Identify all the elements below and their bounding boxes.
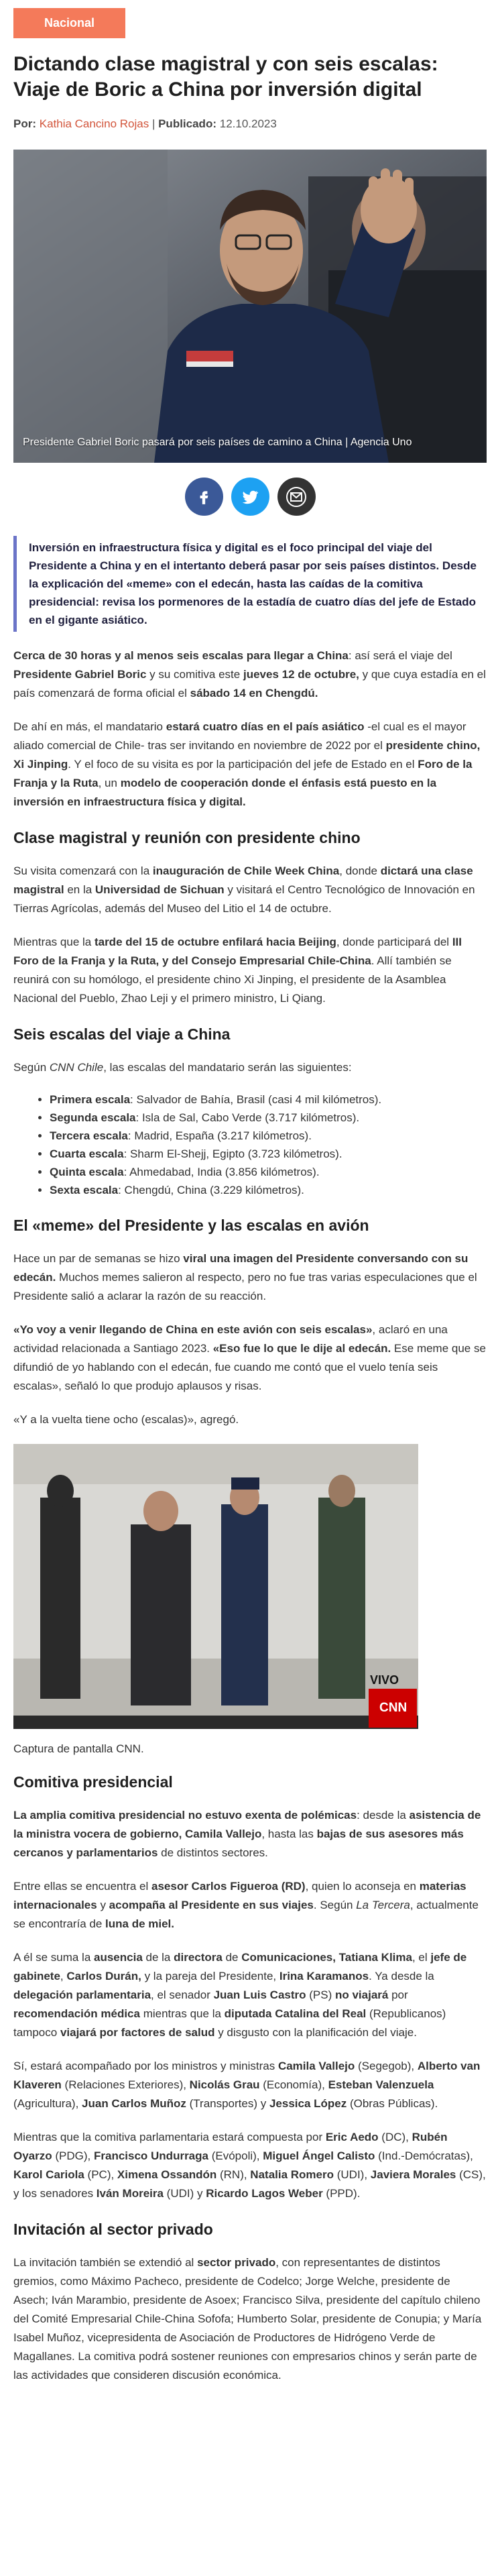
hero-caption: Presidente Gabriel Boric pasará por seis países de camino a China | Agencia Uno <box>23 437 412 448</box>
p12-c: (Segegob), <box>355 2060 418 2072</box>
p11-l: Irina Karamanos <box>279 1970 369 1982</box>
subheading-meme: El «meme» del Presidente y las escalas en avión <box>13 1217 369 1234</box>
escala-label: Sexta escala <box>50 1184 119 1196</box>
cnn-photo-illustration <box>13 1444 418 1729</box>
email-icon <box>285 486 308 508</box>
p4-e: . Allí también se reunirá con su homólogo, el presidente chino Xi Jinping, el presidente de la Asamblea Nacional del Pueblo, Zhao Leji y el primero ministro, Li Qiang. <box>13 954 452 1005</box>
p13-u: (PPD). <box>322 2187 361 2200</box>
p7-c: «Eso fue lo que le dije al edecán. <box>212 1342 391 1355</box>
p11-y: y disgusto con la planificación del viaje. <box>214 2026 417 2039</box>
p11-p: Juan Luis Castro <box>213 1989 306 2001</box>
p13-b: Eric Aedo <box>325 2131 379 2143</box>
escala-text: : Madrid, España (3.217 kilómetros). <box>127 1129 312 1142</box>
p13-k: (PC), <box>84 2168 117 2181</box>
p7-a: «Yo voy a venir llegando de China en este avión con seis escalas» <box>13 1323 373 1336</box>
p3-c: , donde <box>339 864 381 877</box>
p11-x: viajará por factores de salud <box>60 2026 215 2039</box>
p2-d: presidente chino, Xi Jinping <box>13 739 481 771</box>
p10-d: materias internacionales <box>13 1880 466 1911</box>
p10-c: , quien lo aconseja en <box>305 1880 420 1893</box>
p10-b: asesor Carlos Figueroa (RD) <box>151 1880 306 1893</box>
paragraph-13 <box>13 2128 487 2203</box>
p4-b: tarde del 15 de octubre enfilará hacia Beijing <box>94 936 336 948</box>
paragraph-10 <box>13 1877 487 1934</box>
list-item <box>50 1127 487 1145</box>
escala-label: Quinta escala <box>50 1166 124 1178</box>
p10-a: Entre ellas se encuentra el <box>13 1880 152 1893</box>
p12-j: Juan Carlos Muñoz <box>82 2097 186 2110</box>
paragraph-7 <box>13 1321 487 1396</box>
p13-a: Mientras que la comitiva parlamentaria estará compuesta por <box>13 2131 326 2143</box>
escala-label: Tercera escala <box>50 1129 128 1142</box>
p11-d: directora <box>174 1951 223 1964</box>
paragraph-3 <box>13 862 487 918</box>
p12-f: Nicolás Grau <box>189 2078 260 2091</box>
share-bar <box>13 478 487 516</box>
p10-g: . Según <box>313 1899 357 1911</box>
escala-text: : Sharm El-Shejj, Egipto (3.723 kilómetros). <box>123 1147 342 1160</box>
paragraph-1 <box>13 647 487 703</box>
p11-f: Comunicaciones, Tatiana Klima <box>241 1951 412 1964</box>
byline-author[interactable]: Kathia Cancino Rojas <box>39 117 149 130</box>
p11-m: . Ya desde la <box>369 1970 434 1982</box>
twitter-icon <box>241 488 259 506</box>
p11-r: no viajará <box>334 1989 389 2001</box>
article-title: Dictando clase magistral y con seis escalas: Viaje de Boric a China por inversión digital <box>13 53 438 101</box>
p11-u: mientras que la <box>139 2007 225 2020</box>
escala-text: : Isla de Sal, Cabo Verde (3.717 kilómetros). <box>135 1111 360 1124</box>
p4-c: , donde participará del <box>336 936 452 948</box>
p11-g: , el <box>412 1951 431 1964</box>
p13-s: (UDI) y <box>163 2187 206 2200</box>
p11-o: , el senador <box>151 1989 214 2001</box>
p12-e: (Relaciones Exteriores), <box>61 2078 190 2091</box>
p11-s: por <box>388 1989 408 2001</box>
byline <box>13 117 487 131</box>
escala-text: : Chengdú, China (3.229 kilómetros). <box>118 1184 304 1196</box>
cnn-logo: CNN <box>379 1701 408 1715</box>
p13-e: (PDG), <box>52 2149 94 2162</box>
list-item <box>50 1145 487 1163</box>
subheading-seis-escalas: Seis escalas del viaje a China <box>13 1025 231 1043</box>
p5-b: CNN Chile <box>49 1061 104 1074</box>
p1-g: sábado 14 en Chengdú. <box>190 687 318 699</box>
p1-a: Cerca de 30 horas y al menos seis escalas para llegar a China <box>13 649 349 662</box>
byline-por-label: Por: <box>13 117 36 130</box>
escala-label: Segunda escala <box>50 1111 136 1124</box>
p13-p: Javiera Morales <box>370 2168 456 2181</box>
p3-f: Universidad de Sichuan <box>95 883 225 896</box>
email-share-button[interactable] <box>277 478 316 516</box>
p10-i: , actualmente se encontraría de <box>13 1899 479 1930</box>
p2-g: , un <box>98 777 121 789</box>
paragraph-4 <box>13 933 487 1008</box>
p10-f: acompaña al Presidente en sus viajes <box>109 1899 314 1911</box>
p11-a: A él se suma la <box>13 1951 95 1964</box>
p3-b: inauguración de Chile Week China <box>152 864 340 877</box>
list-item <box>50 1181 487 1199</box>
p1-e: jueves 12 de octubre, <box>243 668 359 681</box>
paragraph-6 <box>13 1249 487 1306</box>
p9-c: asistencia de la ministra vocera de gobierno, Camila Vallejo <box>13 1809 481 1840</box>
p9-b: : desde la <box>357 1809 410 1822</box>
escala-label: Cuarta escala <box>50 1147 124 1160</box>
p14-c: , con representantes de distintos gremios, como Máximo Pacheco, presidente de Codelco; Jorge Welche, presidente de Asech; Iván Marambio, presidente de Asoex; Francisco Silva, presidente del capítulo chileno del Comité Empresarial Chile-China Sofofa; Humberto Solar, presidente de Conupia; y María Isabel Muñoz, vicepresidenta de Asociación de Productores de Hidrógeno Verde de Magallanes. La comitiva podrá sostener reuniones con empresarios chinos y serán parte de las actividades que consideren discusión económica. <box>13 2256 482 2382</box>
p3-d: dictará una clase magistral <box>13 864 473 896</box>
p13-l: Ximena Ossandón <box>117 2168 217 2181</box>
p11-k: y la pareja del Presidente, <box>141 1970 279 1982</box>
p12-k: (Transportes) y <box>186 2097 269 2110</box>
subheading-clase-magistral: Clase magistral y reunión con presidente chino <box>13 829 361 846</box>
p10-j: luna de miel. <box>105 1917 175 1930</box>
escalas-list <box>13 1090 487 1199</box>
paragraph-14 <box>13 2253 487 2385</box>
cnn-screenshot-image <box>13 1444 418 1729</box>
p13-i: (Ind.-Demócratas), <box>375 2149 473 2162</box>
p12-a: Sí, estará acompañado por los ministros y ministras <box>13 2060 278 2072</box>
p2-c: -el cual es el mayor aliado comercial de Chile- tras ser invitando en noviembre de 2022 por el <box>13 720 466 752</box>
p7-b: , aclaró en una actividad relacionada a Santiago 2023. <box>13 1323 448 1355</box>
p11-c: de la <box>142 1951 174 1964</box>
byline-published-label: Publicado: <box>158 117 216 130</box>
p2-b: estará cuatro días en el país asiático <box>166 720 365 733</box>
p7-d: Ese meme que se difundió de yo hablando con el edecán, fue cuando me contó que el vuelo tenía seis escalas», señaló lo que produjo aplausos y risas. <box>13 1342 486 1392</box>
live-badge: VIVO <box>370 1673 399 1687</box>
p4-a: Mientras que la <box>13 936 95 948</box>
p13-d: Rubén Oyarzo <box>13 2131 448 2162</box>
p11-w: (Republicanos) tampoco <box>13 2007 446 2039</box>
p13-n: Natalia Romero <box>250 2168 334 2181</box>
p5-a: Según <box>13 1061 50 1074</box>
p6-c: Muchos memes salieron al respecto, pero no fue tras varias especulaciones que el Presidente salió a aclarar la razón de su reacción. <box>13 1271 477 1302</box>
p6-b: viral una imagen del Presidente conversando con su edecán. <box>13 1252 468 1284</box>
p10-e: y <box>97 1899 109 1911</box>
article-lead: Inversión en infraestructura física y digital es el foco principal del viaje del Presidente a China y en el intertanto deberá pasar por seis países distintos. Desde la explicación del «meme» con el edecán, hasta las caídas de la comitiva presidencial: revisa los pormenores de la estadía de cuatro días del jefe de Estado en el gigante asiático. <box>13 536 487 632</box>
escala-text: : Ahmedabad, India (3.856 kilómetros). <box>123 1166 320 1178</box>
p12-b: Camila Vallejo <box>277 2060 355 2072</box>
p12-m: (Obras Públicas). <box>347 2097 438 2110</box>
p5-c: , las escalas del mandatario serán las siguientes: <box>103 1061 352 1074</box>
photo2-caption: Captura de pantalla CNN. <box>13 1742 144 1755</box>
p11-h: jefe de gabinete <box>13 1951 467 1982</box>
paragraph-12 <box>13 2057 487 2113</box>
p11-v: diputada Catalina del Real <box>224 2007 367 2020</box>
p13-q: (CS), y los senadores <box>13 2168 486 2200</box>
list-item <box>50 1163 487 1181</box>
p11-q: (PS) <box>306 1989 335 2001</box>
byline-separator: | <box>149 117 159 130</box>
p3-e: en la <box>64 883 95 896</box>
list-item <box>50 1090 487 1109</box>
p13-o: (UDI), <box>334 2168 371 2181</box>
p2-f: Foro de la Franja y la Ruta <box>13 758 473 789</box>
p12-g: (Economía), <box>259 2078 328 2091</box>
paragraph-2 <box>13 718 487 811</box>
p13-g: (Evópoli), <box>208 2149 263 2162</box>
list-item <box>50 1109 487 1127</box>
paragraph-5 <box>13 1058 487 1077</box>
hero-photo-illustration <box>13 150 487 463</box>
p11-j: Carlos Durán, <box>66 1970 141 1982</box>
p11-n: delegación parlamentaria <box>13 1989 151 2001</box>
p1-f: y que cuya estadía en el país comenzará de forma oficial el <box>13 668 486 699</box>
p13-j: Karol Cariola <box>13 2168 84 2181</box>
facebook-share-button[interactable] <box>185 478 223 516</box>
p9-a: La amplia comitiva presidencial no estuvo exenta de polémicas <box>13 1809 357 1822</box>
p4-d: III Foro de la Franja y la Ruta, y del Consejo Empresarial Chile-China <box>13 936 462 967</box>
byline-date: 12.10.2023 <box>219 117 277 130</box>
p12-l: Jessica López <box>269 2097 347 2110</box>
p10-h: La Tercera <box>356 1899 410 1911</box>
section-tag[interactable]: Nacional <box>13 8 125 38</box>
subheading-comitiva: Comitiva presidencial <box>13 1773 173 1791</box>
p12-d: Alberto van Klaveren <box>13 2060 481 2091</box>
p11-e: de <box>222 1951 242 1964</box>
p1-c: Presidente Gabriel Boric <box>13 668 147 681</box>
p2-e: . Y el foco de su visita es por la participación del jefe de Estado en el <box>68 758 418 771</box>
p11-i: , <box>60 1970 67 1982</box>
p3-a: Su visita comenzará con la <box>13 864 153 877</box>
paragraph-9 <box>13 1806 487 1862</box>
twitter-share-button[interactable] <box>231 478 269 516</box>
p12-h: Esteban Valenzuela <box>328 2078 434 2091</box>
p14-b: sector privado <box>197 2256 276 2269</box>
p2-a: De ahí en más, el mandatario <box>13 720 166 733</box>
paragraph-11 <box>13 1948 487 2042</box>
p13-h: Miguel Ángel Calisto <box>263 2149 375 2162</box>
p2-h: modelo de cooperación donde el énfasis está puesto en la inversión en infraestructura física y digital. <box>13 777 437 808</box>
p11-t: recomendación médica <box>13 2007 140 2020</box>
escala-label: Primera escala <box>50 1093 131 1106</box>
p13-f: Francisco Undurraga <box>93 2149 208 2162</box>
p1-d: y su comitiva este <box>146 668 243 681</box>
p14-a: La invitación también se extendió al <box>13 2256 198 2269</box>
facebook-icon <box>195 488 212 506</box>
p9-f: de distintos sectores. <box>158 1846 268 1859</box>
p13-c: (DC), <box>378 2131 412 2143</box>
subheading-sector-privado: Invitación al sector privado <box>13 2221 213 2238</box>
p9-e: bajas de sus asesores más cercanos y parlamentarios <box>13 1828 464 1859</box>
p3-g: y visitará el Centro Tecnológico de Innovación en Tierras Agrícolas, además del Museo del Litio el 14 de octubre. <box>13 883 475 915</box>
p13-m: (RN), <box>216 2168 251 2181</box>
escala-text: : Salvador de Bahía, Brasil (casi 4 mil kilómetros). <box>130 1093 382 1106</box>
p1-b: : así será el viaje del <box>348 649 452 662</box>
paragraph-8: «Y a la vuelta tiene ocho (escalas)», agregó. <box>13 1413 239 1426</box>
p9-d: , hasta las <box>261 1828 317 1840</box>
p11-b: ausencia <box>94 1951 143 1964</box>
p13-r: Iván Moreira <box>96 2187 164 2200</box>
hero-image <box>13 150 487 463</box>
p6-a: Hace un par de semanas se hizo <box>13 1252 184 1265</box>
p13-t: Ricardo Lagos Weber <box>206 2187 323 2200</box>
p12-i: (Agricultura), <box>13 2097 82 2110</box>
